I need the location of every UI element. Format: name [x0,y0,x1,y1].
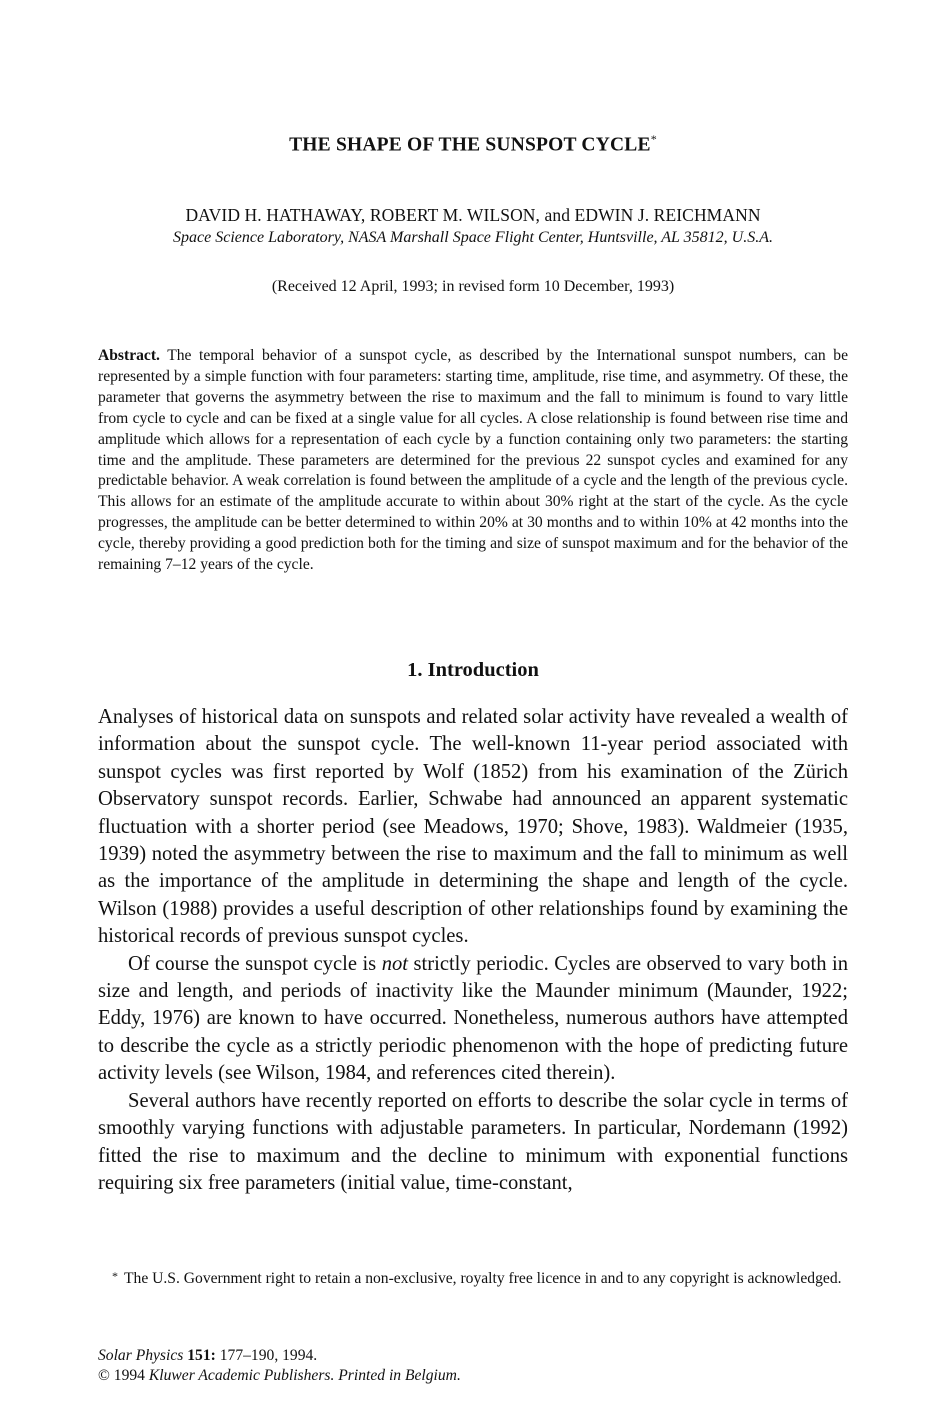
journal-volume: 151: [187,1347,216,1364]
introduction-paragraph-3: Several authors have recently reported on efforts to describe the solar cycle in terms of smoothly varying functions with adjustable parameters. In particular, Nordemann (1992) fitted the rise to maximum and the decline to minimum with exponential functions requiring six free parameters (initial value, time-constant, [98,1089,848,1194]
abstract-text: The temporal behavior of a sunspot cycle, as described by the International sunspot numbers, can be represented by a simple function with four parameters: starting time, amplitude, rise time, and asymmetry. Of these, the parameter that governs the asymmetry between the rise to maximum and the fall to minimum is found to vary little from cycle to cycle and can be fixed at a single value for all cycles. A close relationship is found between rise time and amplitude which allows for a representation of each cycle by a function containing only two parameters: the starting time and the amplitude. These parameters are determined for the previous 22 sunspot cycles and examined for any predictable behavior. A weak correlation is found between the amplitude of a cycle and the length of the previous cycle. This allows for an estimate of the amplitude accurate to within about 30% right at the start of the cycle. As the cycle progresses, the amplitude can be better determined to within 20% at 30 months and to within 10% at 42 months into the cycle, thereby providing a good prediction both for the timing and size of sunspot maximum and for the behavior of the remaining 7–12 years of the cycle. [98,347,848,574]
abstract-label: Abstract. [98,347,160,364]
introduction-paragraph-2 [98,951,848,1088]
paragraph-2-text-start: Of course the sunspot cycle is [128,952,382,975]
paragraph-2-text-end: strictly periodic. Cycles are observed to vary both in size and length, and periods of inactivity like the Maunder minimum (Maunder, 1922; Eddy, 1976) are known to have occurred. Nonetheless, numerous authors have attempted to describe the cycle as a strictly periodic phenomenon with the hope of predicting future activity levels (see Wilson, 1984, and references cited therein). [98,952,848,1085]
received-dates: (Received 12 April, 1993; in revised form 10 December, 1993) [271,278,675,295]
introduction-body [98,704,848,1197]
footnote-text: The U.S. Government right to retain a non-exclusive, royalty free licence in and to any copyright is acknowledged. [124,1270,842,1287]
copyright-year: 1994 [113,1367,145,1384]
author-affiliation: Space Science Laboratory, NASA Marshall Space Flight Center, Huntsville, AL 35812, U.S.A. [173,229,773,246]
footnote-mark: * [112,1269,118,1283]
footnote [98,1266,848,1289]
journal-pages: 177–190, 1994. [219,1347,318,1364]
journal-citation [98,1346,317,1366]
journal-name: Solar Physics [98,1347,184,1364]
introduction-paragraph-1: Analyses of historical data on sunspots and related solar activity have revealed a wealth of information about the sunspot cycle. The well-known 11-year period associated with sunspot cycles was first reported by Wolf (1852) from his examination of the Zürich Observatory sunspot records. Earlier, Schwabe had announced an apparent systematic fluctuation with a shorter period (see Meadows, 1970; Shove, 1983). Waldmeier (1935, 1939) noted the asymmetry between the rise to maximum and the fall to minimum as well as the importance of the amplitude in determining the shape and length of the cycle. Wilson (1988) provides a useful description of other relationships found by examining the historical records of previous sunspot cycles. [98,706,848,948]
abstract [98,346,848,576]
section-heading-introduction: 1. Introduction [407,659,539,681]
author-list: DAVID H. HATHAWAY, ROBERT M. WILSON, and EDWIN J. REICHMANN [185,205,761,225]
paper-title [0,132,946,157]
title-footnote-mark: * [650,132,657,146]
copyright-publisher: Kluwer Academic Publishers. Printed in Belgium. [148,1367,461,1384]
emphasis-not: not [381,952,409,975]
copyright-symbol: © [98,1367,110,1384]
copyright-line [98,1366,461,1386]
paper-title-text: THE SHAPE OF THE SUNSPOT CYCLE [289,134,651,156]
